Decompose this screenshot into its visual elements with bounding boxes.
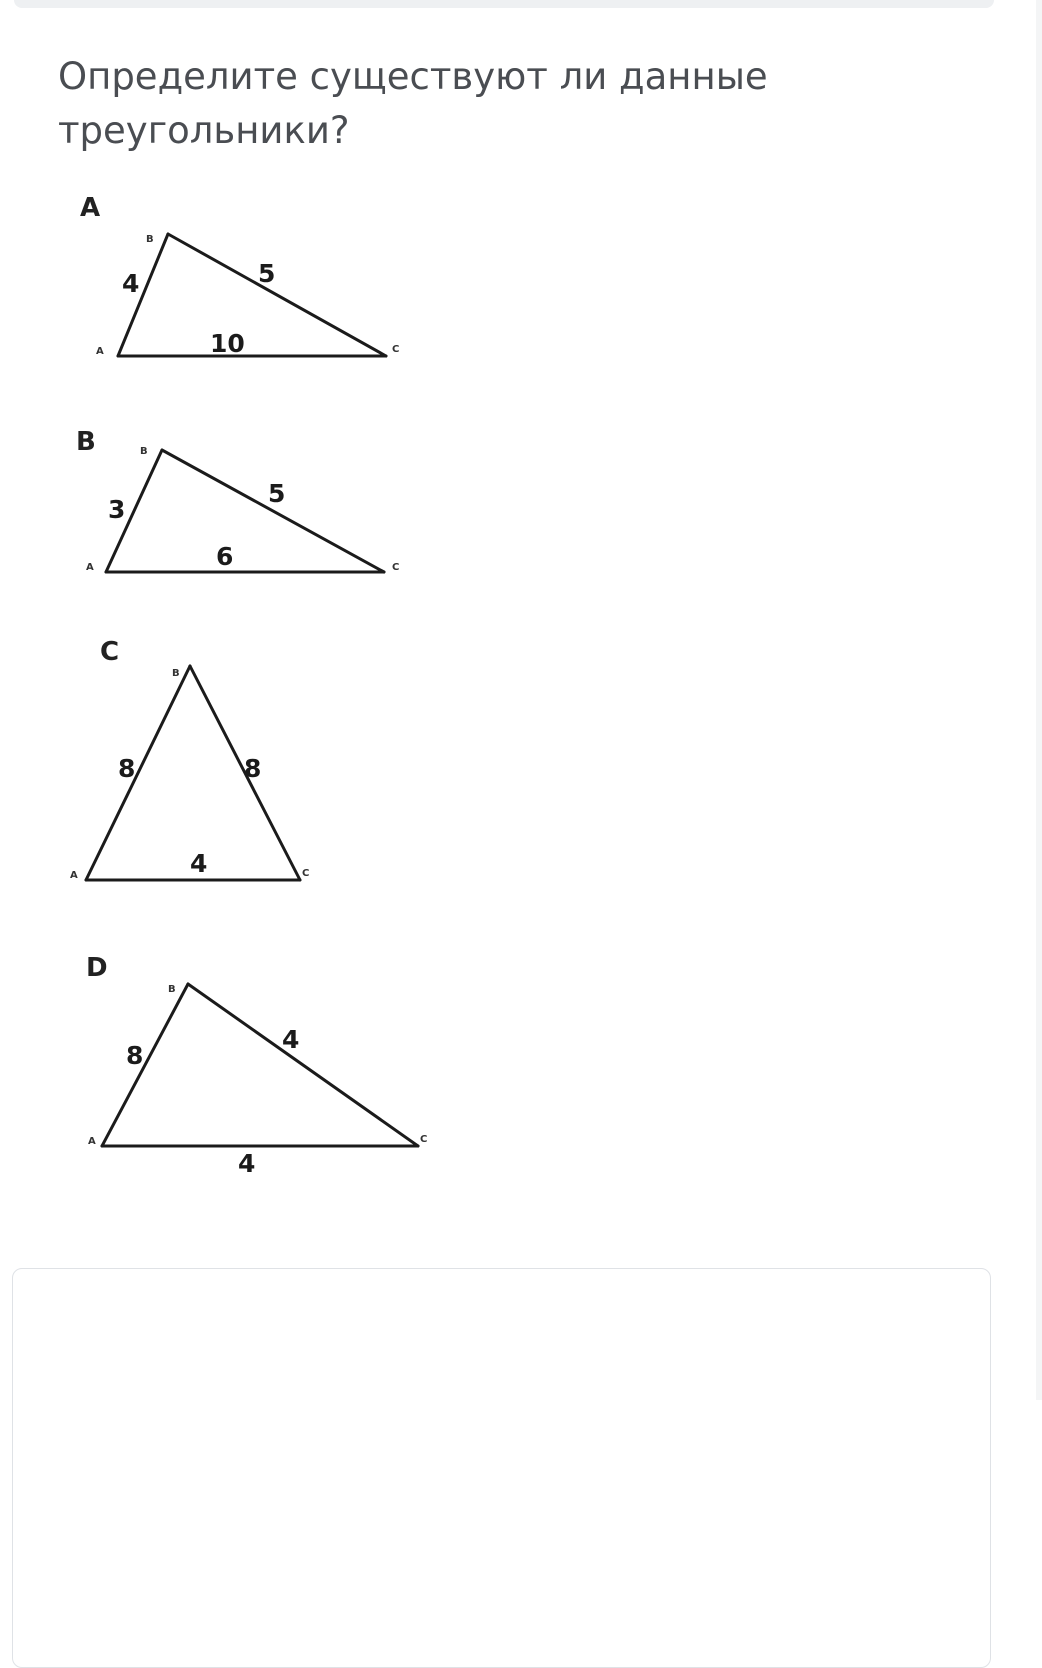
triangle-a-vertex-c: C: [392, 344, 400, 355]
triangle-c-label-ac: 4: [190, 849, 208, 878]
triangle-a-vertex-a: A: [96, 346, 104, 357]
triangle-d-label-bc: 4: [282, 1025, 300, 1054]
triangle-d-side-bc: [188, 984, 418, 1146]
triangle-d-vertex-b: B: [168, 984, 176, 995]
triangle-c-vertex-b: B: [172, 668, 180, 679]
triangle-a-letter: A: [80, 193, 101, 223]
triangle-c: [70, 637, 309, 881]
top-card-edge: [14, 0, 994, 8]
triangle-a-side-bc: [168, 234, 386, 356]
triangle-a-label-ab: 4: [122, 269, 140, 298]
triangle-d-label-ac: 4: [238, 1149, 256, 1178]
triangle-b-side-bc: [162, 450, 384, 572]
triangle-b: [76, 427, 399, 573]
triangle-d: [86, 953, 427, 1178]
triangle-d-label-ab: 8: [126, 1041, 144, 1070]
triangle-b-letter: B: [76, 427, 96, 457]
triangle-b-label-bc: 5: [268, 479, 286, 508]
triangle-b-label-ac: 6: [216, 542, 234, 571]
triangle-a: [80, 193, 399, 358]
triangle-c-side-ab: [86, 666, 190, 880]
triangle-a-label-ac: 10: [210, 329, 245, 358]
triangle-b-vertex-a: A: [86, 562, 94, 573]
triangle-d-vertex-a: A: [88, 1136, 96, 1147]
question-text: Определите существуют ли данные треугольники?: [58, 55, 768, 152]
triangle-c-label-ab: 8: [118, 754, 136, 783]
triangle-a-vertex-b: B: [146, 234, 154, 245]
triangle-d-vertex-c: C: [420, 1134, 428, 1145]
triangle-b-label-ab: 3: [108, 495, 126, 524]
triangle-a-label-bc: 5: [258, 259, 276, 288]
triangle-c-letter: C: [100, 637, 120, 667]
triangle-d-side-ab: [102, 984, 188, 1146]
triangle-c-vertex-c: C: [302, 868, 310, 879]
triangle-b-vertex-c: C: [392, 562, 400, 573]
triangle-d-letter: D: [86, 953, 108, 983]
triangle-b-vertex-b: B: [140, 446, 148, 457]
answer-box[interactable]: [12, 1268, 991, 1668]
triangle-c-label-bc: 8: [244, 754, 262, 783]
triangle-c-vertex-a: A: [70, 870, 78, 881]
triangles-figure: [0, 160, 1042, 1190]
